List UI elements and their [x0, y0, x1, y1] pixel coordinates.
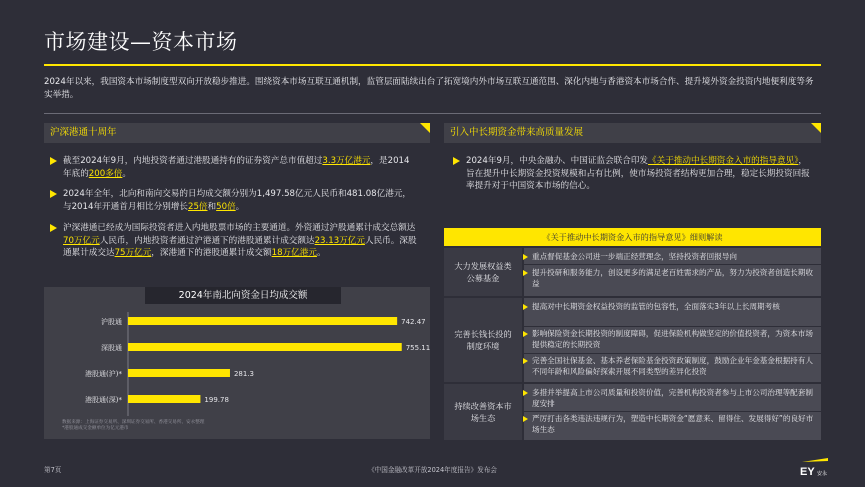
- item-text: 完善全国社保基金、基本养老保险基金投资政策制度，鼓励企业年金基金根据持有人不同年龄和风险偏好探索开展不同类型的差异化投资: [532, 356, 813, 376]
- bar: [128, 369, 230, 377]
- bullet-triangle-icon: [50, 157, 57, 165]
- ey-logo-text: EY: [800, 466, 815, 478]
- chart-note: [62, 420, 204, 432]
- text: ，深港通下的港股通累计成交额: [151, 248, 272, 259]
- item-text: 重点督促基金公司进一步端正经营理念，坚持投资者回报导向: [532, 252, 738, 261]
- category-label: 港股通(沪)*: [85, 370, 122, 378]
- ey-logo-beam: [802, 458, 828, 462]
- highlight: 70万亿元: [63, 235, 100, 246]
- highlight: 75万亿元: [114, 248, 152, 259]
- label-text: 持续改善资本市场生态: [454, 401, 512, 423]
- table-row-label: [444, 298, 522, 382]
- bar: [128, 343, 402, 351]
- bar: [128, 317, 397, 325]
- left-bullet-2: [63, 188, 415, 213]
- bullet-triangle-icon: [523, 270, 528, 276]
- table-item: [532, 388, 818, 409]
- item-text: 严厉打击各类违法违规行为，塑造中长期资金“愿意来、留得住、发展得好”的良好市场生态: [532, 414, 814, 434]
- text: 和: [207, 201, 217, 212]
- highlight: 3.3万亿港元: [322, 156, 371, 166]
- category-label: 港股通(深)*: [85, 396, 122, 404]
- table-item: [532, 252, 818, 263]
- table-row-label: [444, 248, 522, 296]
- item-text: 提高对中长期资金权益投资的监管的包容性，全面落实3年以上长周期考核: [532, 302, 780, 311]
- bullet-triangle-icon: [453, 157, 460, 165]
- text: 沪深港通已经成为国际投资者进入内地股票市场的主要通道。外资通过沪股通累计成交总额达: [63, 223, 416, 233]
- header-corner-mark: [420, 123, 430, 133]
- table-item: [532, 329, 818, 350]
- table-header: 《关于推动中长期资金入市的指导意见》细则解读: [444, 228, 821, 246]
- chart-note-unit: *港股通成交金额单位为亿元港币: [62, 426, 129, 431]
- divider: [524, 326, 821, 327]
- text: ，旨在提升中长期资金投资规模和占有比例，使市场投资者结构更加合理，稳定长期投资回报率提升对于中国资本市场的信心。: [466, 156, 810, 192]
- divider: [524, 353, 821, 354]
- category-label: 沪股通: [101, 318, 122, 326]
- highlight: 23.13万亿元: [314, 235, 365, 246]
- bullet-triangle-icon: [523, 331, 528, 337]
- text: 2024年全年，北向和南向交易的日均成交额分别为1,497.58亿元人民币和481.08亿港元，与2014年开通首月相比分别增长: [63, 189, 412, 212]
- text: 人民币，内地投资者通过沪港通下的港股通累计成交额达: [99, 235, 315, 246]
- text: ，是2014年底的: [63, 156, 410, 179]
- text: 人民币。深股通累计成交达: [63, 235, 417, 259]
- right-section-header: [444, 123, 821, 143]
- value-label: 199.78: [204, 396, 229, 404]
- divider: [524, 264, 821, 265]
- left-bullet-1: [63, 155, 415, 180]
- item-text: 多措并举提高上市公司质量和投资价值，完善机构投资者参与上市公司治理等配套制度安排: [532, 388, 813, 408]
- bar: [128, 395, 200, 403]
- item-text: 提升投研和服务能力，创设更多的满足老百姓需求的产品，努力为投资者创造长期收益: [532, 268, 813, 288]
- category-label: 深股通: [101, 344, 122, 352]
- text: 截至2024年9月，内地投资者通过港股通持有的证券资产总市值超过: [63, 156, 323, 166]
- text: 。: [122, 168, 131, 179]
- title-underline: [44, 64, 821, 66]
- bullet-triangle-icon: [523, 358, 528, 364]
- left-section-title: 沪深港通十周年: [50, 127, 117, 138]
- highlight: 18万亿港元: [271, 248, 317, 259]
- ey-logo-icon: [798, 458, 830, 478]
- text: 。: [316, 248, 326, 259]
- right-section-title: 引入中长期资金带来高质量发展: [450, 127, 584, 138]
- highlight: 50倍: [216, 201, 236, 212]
- left-bullet-3: [63, 222, 419, 260]
- highlight: 25倍: [188, 201, 208, 212]
- bullet-triangle-icon: [523, 254, 528, 260]
- table-item: [532, 302, 818, 313]
- table-item: [532, 414, 818, 435]
- bullet-triangle-icon: [523, 390, 528, 396]
- ey-logo-subtext: 安永: [817, 471, 828, 477]
- bullet-triangle-icon: [50, 224, 57, 232]
- highlight: 《关于推动中长期资金入市的指导意见》: [648, 156, 799, 166]
- table-item: [532, 268, 818, 289]
- item-text: 影响保险资金长期投资的制度障碍，促进保险机构做坚定的价值投资者，为资本市场提供稳定的长期投资: [532, 329, 813, 349]
- label-text: 完善长钱长投的制度环境: [454, 329, 512, 351]
- right-bullet: [466, 155, 812, 193]
- footer-caption: 《中国金融改革开放2024年度报告》发布会: [368, 466, 497, 474]
- left-section-header: [44, 123, 430, 143]
- bullet-triangle-icon: [523, 304, 528, 310]
- value-label: 742.47: [401, 318, 426, 326]
- chart-note-source: 数据来源：上海证券交易所、深圳证券交易所、香港交易所、安永整理: [62, 420, 205, 425]
- page-number: 第7页: [44, 466, 62, 474]
- highlight: 200多倍: [88, 168, 123, 179]
- divider: [524, 411, 821, 412]
- table-row-label: [444, 384, 522, 440]
- header-corner-mark: [811, 123, 821, 133]
- intro-divider: [44, 113, 821, 114]
- chart-title: 2024年南北向资金日均成交额: [145, 287, 341, 304]
- bullet-triangle-icon: [523, 416, 528, 422]
- value-label: 755.11: [405, 344, 430, 352]
- label-text: 大力发展权益类公募基金: [454, 261, 512, 283]
- page-title: 市场建设—资本市场: [44, 30, 238, 54]
- table-item: [532, 356, 818, 377]
- value-label: 281.3: [233, 370, 255, 378]
- intro-paragraph: 2024年以来，我国资本市场制度型双向开放稳步推进。围绕资本市场互联互通机制，监管层面陆续出台了拓宽境内外市场互联互通范围、深化内地与香港资本市场合作、提升境外资金投资内地便利度等务实举措。: [44, 77, 814, 100]
- text: 。: [235, 201, 245, 212]
- text: 2024年9月，中央金融办、中国证监会联合印发: [466, 156, 649, 166]
- bullet-triangle-icon: [50, 190, 57, 198]
- bar-chart: [44, 304, 430, 420]
